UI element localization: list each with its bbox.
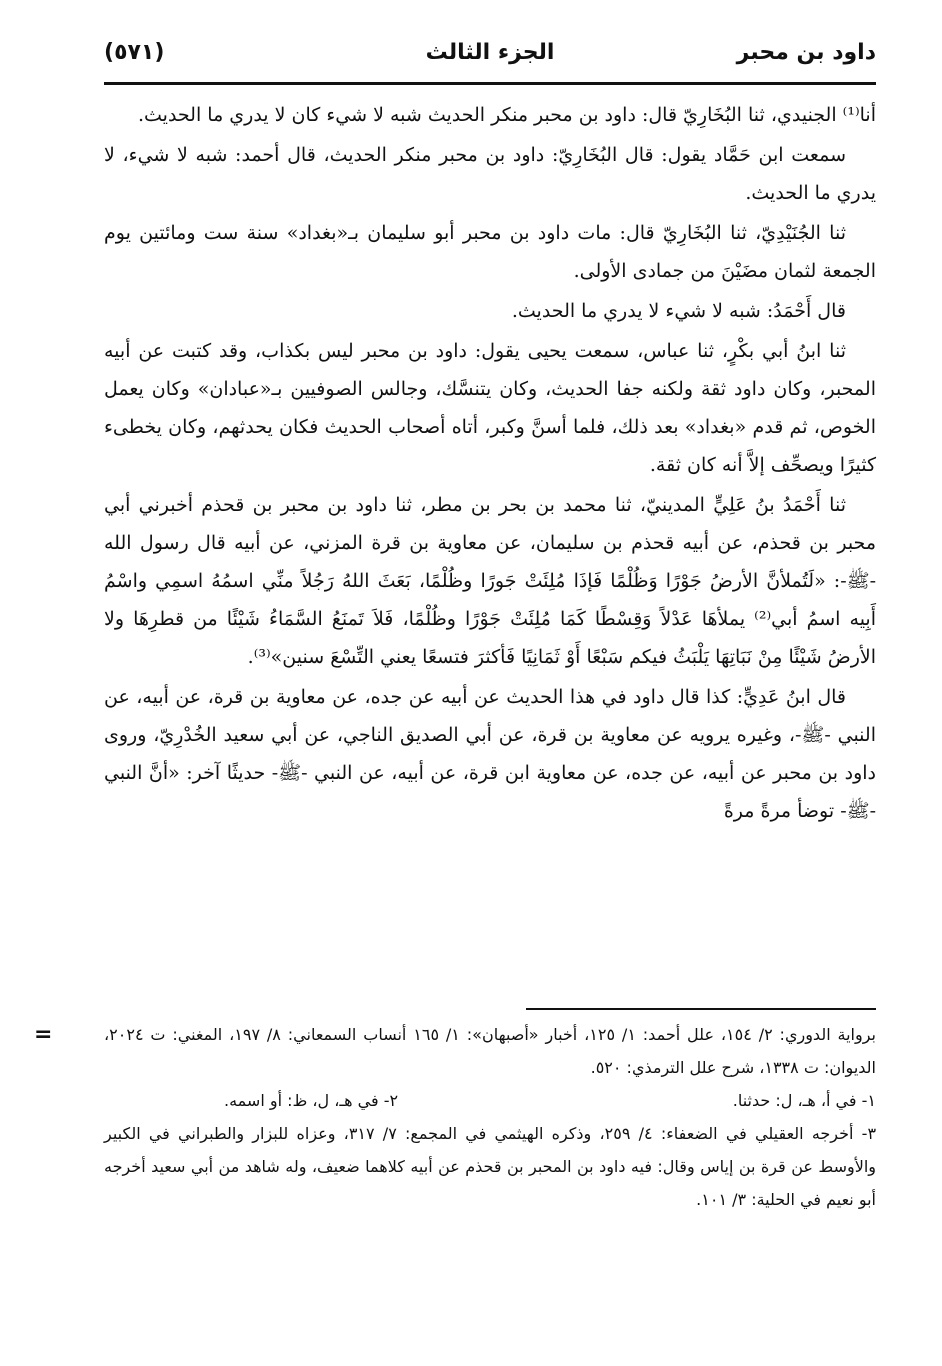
main-text	[104, 96, 876, 832]
paragraph: سمعت ابن حَمَّاد يقول: قال البُخَارِيّ: داود بن محبر منكر الحديث، قال أحمد: شبه لا شيء، لا يدري ما الحديث.	[104, 144, 876, 204]
volume-title: الجزء الثالث	[425, 40, 555, 65]
footnote-continued	[34, 1018, 877, 1084]
running-title: داود بن محبر	[736, 40, 876, 65]
paragraph: ثنا الجُنَيْدِيّ، ثنا البُخَارِيّ قال: مات داود بن محبر أبو سليمان بـ«بغداد» سنة ست ومائتين يوم الجمعة لثمان مضَيْنَ من جمادى الأولى.	[104, 222, 876, 282]
page-header	[104, 36, 876, 85]
footnote-3: ٣- أخرجه العقيلي في الضعفاء: ٤/ ٢٥٩، وذكره الهيثمي في المجمع: ٧/ ٣١٧، وعزاه للبزار والطبراني في الكبير والأوسط عن قرة بن إياس وقال: فيه داود بن المحبر بن قحذم عن أبيه كلاهما ضعيف، وله شاهد من أبي سعيد أخرجه أبو نعيم في الحلية: ٣/ ١٠١.	[104, 1124, 877, 1209]
footnote-divider	[526, 1008, 876, 1010]
footnote-row	[104, 1084, 876, 1117]
paragraph: قال ابنُ عَدِيٍّ: كذا قال داود في هذا الحديث عن أبيه عن جده، عن معاوية بن قرة، عن أبيه، عن النبي -ﷺ-، وغيره يرويه عن معاوية بن قرة، عن أبي الصديق الناجي، عن أبي سعيد الخُدْرِيّ، وروى داود بن محبر عن أبيه، عن جده، عن معاوية ابن قرة، عن أبيه، عن النبي -ﷺ- حديثًا آخر: «أنَّ النبي -ﷺ- توضأ مرةً مرةً	[104, 686, 876, 822]
page-number: (٥٧١)	[104, 40, 165, 65]
footnote-text: برواية الدوري: ٢/ ١٥٤، علل أحمد: ١/ ١٢٥، أخبار «أصبهان»: ١/ ١٦٥ أنساب السمعاني: ٨/ ١٩٧، المغني: ت ٢٠٢٤، الديوان: ت ١٣٣٨، شرح علل الترمذي: ٥٢٠.	[104, 1025, 877, 1077]
paragraph: ثنا ابنُ أبي بكْرٍ، ثنا عباس، سمعت يحيى يقول: داود بن محبر ليس بكذاب، وقد كتبت عن أبيه المحبر، وكان داود ثقة ولكنه جفا الحديث، وكان يتنسَّك، وجالس الصوفيين بـ«عبادان» وكان يعمل الخوص، ثم قدم «بغداد» بعد ذلك، فلما أسنَّ وكبر، أتاه أصحاب الحديث فكان يحدثهم، وكان يخطىء كثيرًا ويصحِّف إلاَّ أنه كان ثقة.	[104, 340, 876, 476]
footnote-2: ٢- في هـ، ل، ظ: أو اسمه.	[224, 1091, 399, 1110]
paragraph: أنا⁽¹⁾ الجنيدي، ثنا البُخَارِيّ قال: داود بن محبر منكر الحديث شبه لا شيء كان لا يدري ما الحديث.	[137, 104, 876, 126]
footnote-1: ١- في أ، هـ، ل: حدثنا.	[732, 1091, 876, 1110]
continuation-mark: =	[34, 1022, 53, 1047]
footnotes	[34, 1018, 877, 1216]
paragraph: قال أَحْمَدُ: شبه لا شيء لا يدري ما الحديث.	[511, 300, 846, 322]
paragraph: ثنا أَحْمَدُ بنُ عَلِيٍّ المدينيّ، ثنا محمد بن بحر بن مطر، ثنا داود بن محبر بن قحذم أخبرني أبي محبر بن قحذم، عن أبيه قحذم بن سليمان، عن معاوية بن قرة المزني، عن أبيه قال رسول الله -ﷺ-: «لَتُملأنَّ الأرضُ جَوْرًا وَظُلْمًا فَإذَا مُلِئَتْ جَورًا وظُلْمًا، بَعَثَ اللهُ رَجُلاً منِّي اسمُهُ اسمِي واسْمُ أَبِيه اسمُ أبي⁽²⁾ يملأهَا عَدْلاً وَقِسْطًا كَمَا مُلِئَتْ جَوْرًا وظُلْمًا، فَلاَ تَمنَعُ السَّمَاءُ شَيْئًا من قطرِهَا ولا الأرضُ شَيْئًا مِنْ نَبَاتِهَا يَلْبَثُ فيكم سَبْعًا أَوْ ثَمَانِيًا فَأكثرَ فتسعًا يعني التِّسْعَ سنين»⁽³⁾.	[104, 494, 876, 668]
